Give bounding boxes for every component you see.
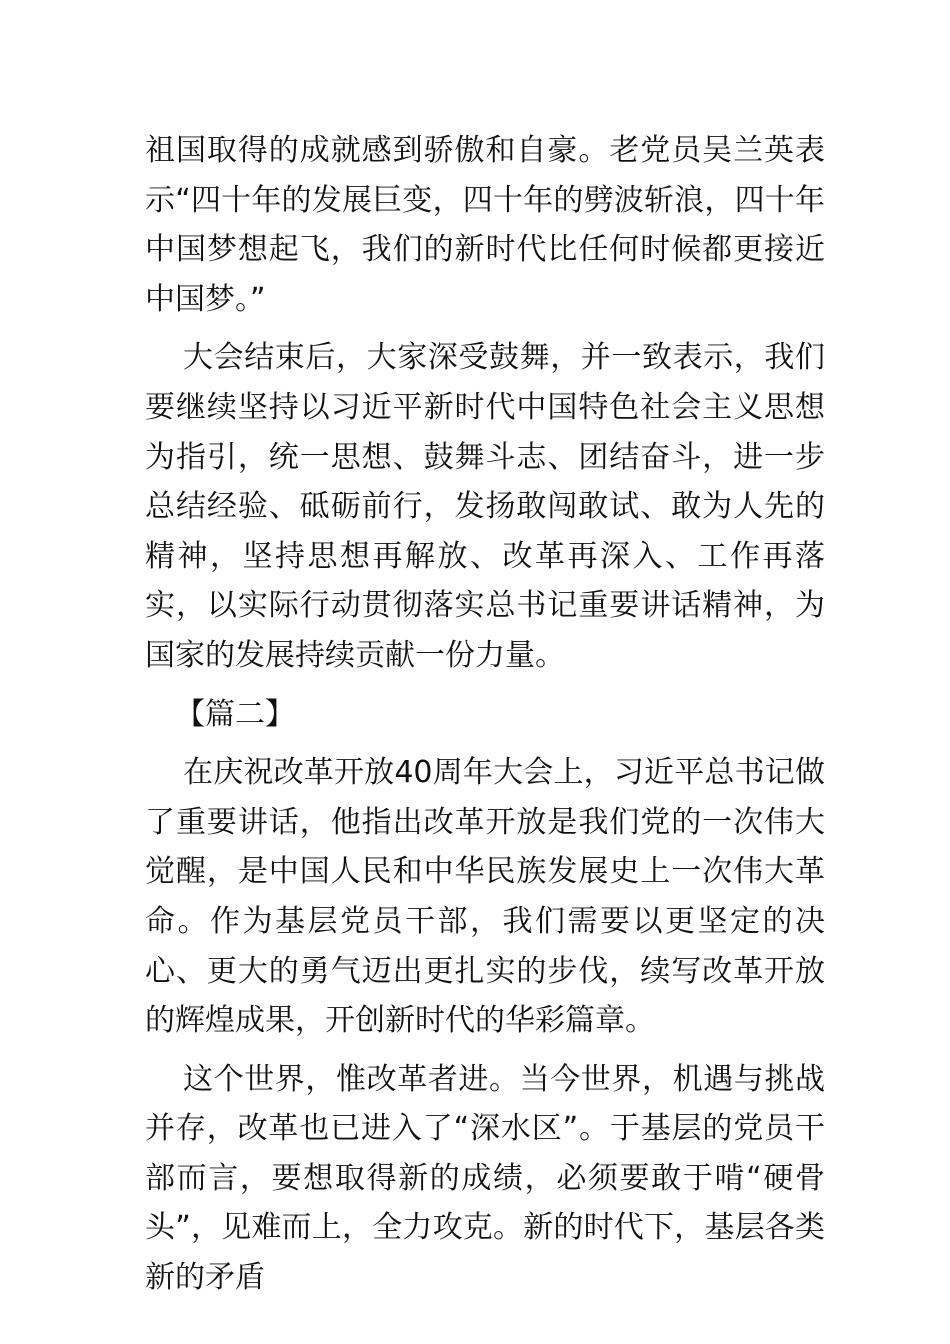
paragraph-reform: 这个世界，惟改革者进。当今世界，机遇与挑战并存，改革也已进入了“深水区”。于基层的党员干部而言，要想取得新的成绩，必须要敢于啃“硬骨头”，见难而上，全力攻克。新的时代下，基层各类新的矛盾 xyxy=(145,1061,825,1296)
paragraph-conclusion: 大会结束后，大家深受鼓舞，并一致表示，我们要继续坚持以习近平新时代中国特色社会主义思想为指引，统一思想、鼓舞斗志、团结奋斗，进一步总结经验、砥砺前行，发扬敢闯敢试、敢为人先的精神，坚持思想再解放、改革再深入、工作再落实，以实际行动贯彻落实总书记重要讲话精神，为国家的发展持续贡献一份力量。 xyxy=(145,340,825,673)
section-heading: 【篇二】 xyxy=(175,696,295,732)
paragraph-continued: 祖国取得的成就感到骄傲和自豪。老党员吴兰英表示“四十年的发展巨变，四十年的劈波斩浪，四十年中国梦想起飞，我们的新时代比任何时候都更接近中国梦。” xyxy=(145,133,825,317)
document-page xyxy=(145,126,825,1312)
paragraph-intro: 在庆祝改革开放40周年大会上，习近平总书记做了重要讲话，他指出改革开放是我们党的一次伟大觉醒，是中国人民和中华民族发展史上一次伟大革命。作为基层党员干部，我们需要以更坚定的决心、更大的勇气迈出更扎实的步伐，续写改革开放的辉煌成果，开创新时代的华彩篇章。 xyxy=(145,755,825,1039)
